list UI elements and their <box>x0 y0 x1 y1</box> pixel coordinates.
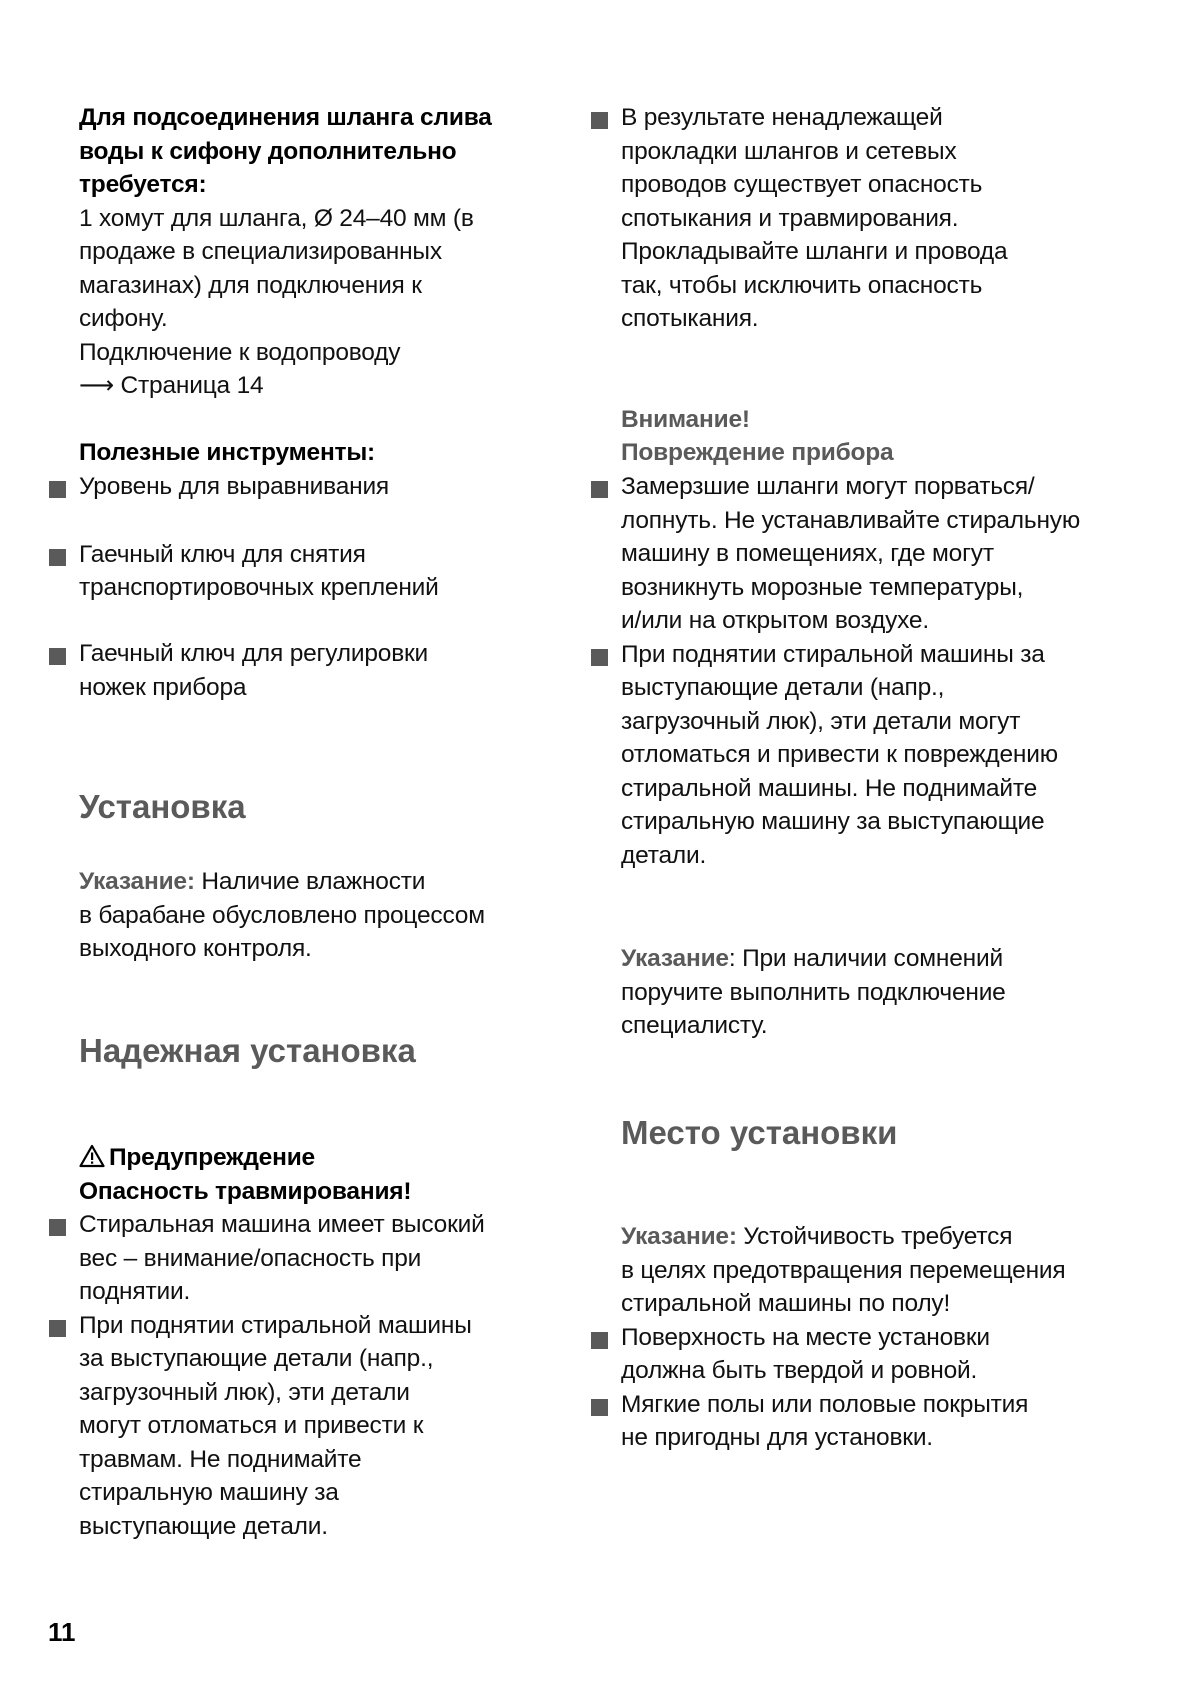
attention-item: отломаться и привести к повреждению <box>621 741 1058 768</box>
attention-item: и/или на открытом воздухе. <box>621 607 929 634</box>
note-text: Устойчивость требуется <box>736 1223 1013 1250</box>
attention-item: детали. <box>621 842 707 869</box>
attention-item: лопнуть. Не устанавливайте стиральную <box>621 507 1081 534</box>
note-label: Указание: <box>79 868 195 895</box>
note-label: Указание: <box>621 1223 737 1250</box>
warning-triangle-icon <box>79 1144 105 1176</box>
note-text: : При наличии сомнений <box>728 945 1003 972</box>
tools-item: Гаечный ключ для регулировки <box>79 640 429 667</box>
bullet-square-icon <box>591 112 608 129</box>
warning-item: травмам. Не поднимайте <box>79 1446 362 1473</box>
safe-installation-heading: Надежная установка <box>79 1032 416 1069</box>
attention-item: загрузочный люк), эти детали могут <box>621 708 1021 735</box>
warning-item: вес – внимание/опасность при <box>79 1245 422 1272</box>
location-item: не пригодны для установки. <box>621 1424 933 1451</box>
drain-hose-text: магазинах) для подключения к <box>79 272 422 299</box>
bullet-square-icon <box>49 1219 66 1236</box>
doubt-note <box>621 944 1003 974</box>
bullet-square-icon <box>49 549 66 566</box>
warning-title-text: Предупреждение <box>109 1144 315 1171</box>
location-item: Мягкие полы или половые покрытия <box>621 1391 1029 1418</box>
attention-item: выступающие детали (напр., <box>621 674 945 701</box>
hoses-item: прокладки шлангов и сетевых <box>621 138 957 165</box>
doubt-note-text: специалисту. <box>621 1012 768 1039</box>
attention-item: стиральной машины. Не поднимайте <box>621 775 1037 802</box>
attention-title: Внимание! <box>621 406 750 433</box>
tools-item: ножек прибора <box>79 674 247 701</box>
hoses-item: спотыкания. <box>621 305 759 332</box>
page-reference-link[interactable] <box>79 371 263 401</box>
tools-item: Гаечный ключ для снятия <box>79 541 366 568</box>
hoses-item: В результате ненадлежащей <box>621 104 943 131</box>
drain-hose-heading-line-1: Для подсоединения шланга слива <box>79 104 492 131</box>
note-text: Наличие влажности <box>194 868 426 895</box>
note-label: Указание <box>621 945 729 972</box>
drain-hose-text: сифону. <box>79 305 168 332</box>
bullet-square-icon <box>591 481 608 498</box>
arrow-right-icon: ⟶ <box>79 372 114 399</box>
hoses-item: так, чтобы исключить опасность <box>621 272 983 299</box>
hoses-item: проводов существует опасность <box>621 171 983 198</box>
hoses-item: спотыкания и травмирования. <box>621 205 959 232</box>
bullet-square-icon <box>49 481 66 498</box>
drain-hose-text: Подключение к водопроводу <box>79 339 401 366</box>
warning-item: за выступающие детали (напр., <box>79 1345 434 1372</box>
warning-item: При поднятии стиральной машины <box>79 1312 472 1339</box>
page-reference-text: Страница 14 <box>120 372 264 399</box>
tools-item: транспортировочных креплений <box>79 574 439 601</box>
bullet-square-icon <box>49 648 66 665</box>
bullet-square-icon <box>591 649 608 666</box>
warning-item: могут отломаться и привести к <box>79 1412 424 1439</box>
installation-heading: Установка <box>79 788 246 825</box>
bullet-square-icon <box>591 1332 608 1349</box>
location-note-text: в целях предотвращения перемещения <box>621 1257 1066 1284</box>
attention-item: При поднятии стиральной машины за <box>621 641 1045 668</box>
tools-heading: Полезные инструменты: <box>79 439 376 466</box>
attention-subtitle: Повреждение прибора <box>621 439 894 466</box>
drain-hose-text: продаже в специализированных <box>79 238 442 265</box>
hoses-item: Прокладывайте шланги и провода <box>621 238 1008 265</box>
installation-note <box>79 867 425 897</box>
location-item: должна быть твердой и ровной. <box>621 1357 978 1384</box>
drain-hose-text: 1 хомут для шланга, Ø 24–40 мм (в <box>79 205 474 232</box>
warning-subtitle: Опасность травмирования! <box>79 1178 412 1205</box>
location-item: Поверхность на месте установки <box>621 1324 990 1351</box>
bullet-square-icon <box>591 1399 608 1416</box>
attention-item: возникнуть морозные температуры, <box>621 574 1024 601</box>
doubt-note-text: поручите выполнить подключение <box>621 979 1006 1006</box>
attention-item: машину в помещениях, где могут <box>621 540 994 567</box>
warning-item: выступающие детали. <box>79 1513 328 1540</box>
page-number: 11 <box>48 1617 76 1647</box>
warning-item: Стиральная машина имеет высокий <box>79 1211 485 1238</box>
installation-note-text: выходного контроля. <box>79 935 312 962</box>
bullet-square-icon <box>49 1320 66 1337</box>
attention-item: стиральную машину за выступающие <box>621 808 1045 835</box>
installation-note-text: в барабане обусловлено процессом <box>79 902 485 929</box>
warning-title <box>79 1143 315 1176</box>
warning-item: стиральную машину за <box>79 1479 339 1506</box>
warning-item: загрузочный люк), эти детали <box>79 1379 410 1406</box>
location-note <box>621 1222 1012 1252</box>
location-note-text: стиральной машины по полу! <box>621 1290 951 1317</box>
warning-item: поднятии. <box>79 1278 191 1305</box>
drain-hose-heading-line-2: воды к сифону дополнительно <box>79 138 457 165</box>
attention-item: Замерзшие шланги могут порваться/ <box>621 473 1035 500</box>
tools-item: Уровень для выравнивания <box>79 473 390 500</box>
drain-hose-heading-line-3: требуется: <box>79 171 207 198</box>
location-heading: Место установки <box>621 1114 898 1151</box>
